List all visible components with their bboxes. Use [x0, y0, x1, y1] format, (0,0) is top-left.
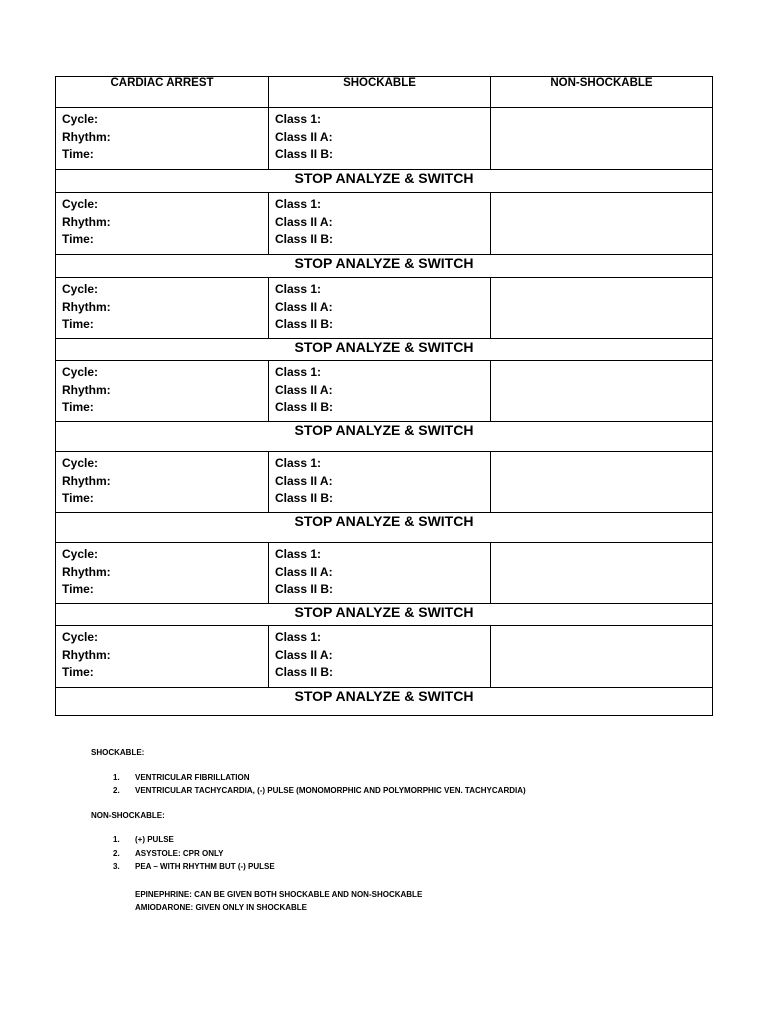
stop-analyze-label: STOP ANALYZE & SWITCH: [56, 604, 713, 626]
stop-analyze-row: [56, 513, 713, 543]
table-row: [56, 193, 713, 255]
field-label: Class 1:: [275, 547, 322, 561]
field-label: Class II B:: [275, 400, 334, 414]
field-label: Class II A:: [275, 564, 333, 579]
stop-analyze-label: STOP ANALYZE & SWITCH: [56, 422, 713, 452]
field-label: Rhythm:: [62, 473, 111, 488]
cardiac-arrest-cell: [56, 193, 269, 255]
field-label: Cycle:: [62, 112, 99, 126]
cycle-rhythm-time: [56, 543, 268, 599]
non-shockable-cell: [491, 361, 713, 422]
list-text: PEA – WITH RHYTHM BUT (-) PULSE: [135, 862, 275, 871]
shockable-cell: [269, 193, 491, 255]
class-list: [269, 452, 490, 508]
non-shockable-cell: [491, 543, 713, 604]
stop-analyze-label: STOP ANALYZE & SWITCH: [56, 170, 713, 193]
field-label: Class 1:: [275, 365, 322, 379]
cycle-rhythm-time: [56, 361, 268, 417]
table-row: [56, 452, 713, 513]
stop-analyze-label: STOP ANALYZE & SWITCH: [56, 255, 713, 278]
class-list: [269, 108, 490, 164]
table-row: [56, 108, 713, 170]
stop-analyze-row: [56, 688, 713, 716]
header-cardiac-arrest: CARDIAC ARREST: [56, 77, 269, 108]
cycle-rhythm-time: [56, 108, 268, 164]
field-label: Time:: [62, 147, 94, 161]
list-item: [91, 833, 526, 847]
list-number: 3.: [113, 862, 120, 871]
shockable-cell: [269, 108, 491, 170]
header-shockable: SHOCKABLE: [269, 77, 491, 108]
list-number: 2.: [113, 786, 120, 795]
field-label: Time:: [62, 665, 94, 679]
field-label: Rhythm:: [62, 382, 111, 397]
list-text: VENTRICULAR FIBRILLATION: [135, 772, 250, 782]
field-label: Class 1:: [275, 282, 322, 296]
non-shockable-cell: [491, 452, 713, 513]
field-label: Time:: [62, 582, 94, 596]
cycle-rhythm-time: [56, 278, 268, 334]
class-list: [269, 626, 490, 682]
field-label: Class II B:: [275, 582, 334, 596]
class-list: [269, 543, 490, 599]
field-label: Rhythm:: [62, 647, 111, 662]
field-label: Class II A:: [275, 129, 333, 144]
field-label: Class II A:: [275, 647, 333, 662]
shockable-cell: [269, 278, 491, 339]
shockable-title: SHOCKABLE:: [91, 748, 145, 757]
stop-analyze-label: STOP ANALYZE & SWITCH: [56, 513, 713, 543]
field-label: Class II A:: [275, 214, 333, 229]
field-label: Cycle:: [62, 630, 99, 644]
table-row: [56, 543, 713, 604]
stop-analyze-label: STOP ANALYZE & SWITCH: [56, 688, 713, 716]
field-label: Rhythm:: [62, 564, 111, 579]
field-label: Class 1:: [275, 630, 322, 644]
class-list: [269, 278, 490, 334]
field-label: Class 1:: [275, 112, 322, 126]
field-label: Time:: [62, 491, 94, 505]
stop-analyze-row: [56, 255, 713, 278]
field-label: Time:: [62, 400, 94, 414]
field-label: Class II B:: [275, 232, 334, 246]
class-list: [269, 193, 490, 249]
field-label: Cycle:: [62, 365, 99, 379]
amiodarone-note: AMIODARONE: GIVEN ONLY IN SHOCKABLE: [135, 903, 308, 912]
cardiac-arrest-cell: [56, 108, 269, 170]
field-label: Class 1:: [275, 456, 322, 470]
field-label: Time:: [62, 317, 94, 331]
cardiac-arrest-cell: [56, 278, 269, 339]
field-label: Class II B:: [275, 317, 334, 331]
field-label: Time:: [62, 232, 94, 246]
table-row: [56, 361, 713, 422]
stop-analyze-row: [56, 339, 713, 361]
shockable-cell: [269, 361, 491, 422]
field-label: Class II A:: [275, 382, 333, 397]
field-label: Cycle:: [62, 282, 99, 296]
list-number: 2.: [113, 848, 120, 858]
stop-analyze-row: [56, 604, 713, 626]
non-shockable-cell: [491, 193, 713, 255]
cardiac-arrest-cell: [56, 361, 269, 422]
non-shockable-cell: [491, 108, 713, 170]
field-label: Cycle:: [62, 197, 99, 211]
list-item: [91, 784, 526, 798]
field-label: Class II B:: [275, 491, 334, 505]
table-header-row: [56, 77, 713, 108]
list-item: [91, 847, 526, 861]
field-label: Class II B:: [275, 665, 334, 679]
list-text: VENTRICULAR TACHYCARDIA, (-) PULSE (MONOMORPHIC AND POLYMORPHIC VEN. TACHYCARDIA): [135, 786, 526, 795]
field-label: Rhythm:: [62, 214, 111, 229]
non-shockable-title: NON-SHOCKABLE:: [91, 810, 165, 820]
table-row: [56, 278, 713, 339]
field-label: Rhythm:: [62, 299, 111, 314]
class-list: [269, 361, 490, 417]
cycle-rhythm-time: [56, 452, 268, 508]
field-label: Class II B:: [275, 147, 334, 161]
shockable-cell: [269, 626, 491, 688]
header-non-shockable: NON-SHOCKABLE: [491, 77, 713, 108]
list-text: (+) PULSE: [135, 835, 174, 844]
field-label: Class II A:: [275, 473, 333, 488]
cycle-rhythm-time: [56, 626, 268, 682]
cycle-rhythm-time: [56, 193, 268, 249]
shockable-cell: [269, 452, 491, 513]
field-label: Class 1:: [275, 197, 322, 211]
non-shockable-cell: [491, 278, 713, 339]
field-label: Cycle:: [62, 547, 99, 561]
cardiac-arrest-table: [55, 76, 713, 716]
table-row: [56, 626, 713, 688]
notes-section: [91, 746, 526, 915]
list-number: 1.: [113, 772, 120, 782]
list-text: ASYSTOLE: CPR ONLY: [135, 848, 224, 858]
stop-analyze-row: [56, 170, 713, 193]
stop-analyze-row: [56, 422, 713, 452]
list-item: [91, 771, 526, 785]
non-shockable-list: [91, 833, 526, 874]
cardiac-arrest-cell: [56, 626, 269, 688]
non-shockable-cell: [491, 626, 713, 688]
field-label: Rhythm:: [62, 129, 111, 144]
cardiac-arrest-cell: [56, 543, 269, 604]
list-item: [91, 860, 526, 874]
stop-analyze-label: STOP ANALYZE & SWITCH: [56, 339, 713, 361]
shockable-list: [91, 771, 526, 798]
list-number: 1.: [113, 835, 120, 844]
epinephrine-note: EPINEPHRINE: CAN BE GIVEN BOTH SHOCKABLE AND NON-SHOCKABLE: [135, 889, 423, 899]
shockable-cell: [269, 543, 491, 604]
field-label: Cycle:: [62, 456, 99, 470]
field-label: Class II A:: [275, 299, 333, 314]
cardiac-arrest-cell: [56, 452, 269, 513]
